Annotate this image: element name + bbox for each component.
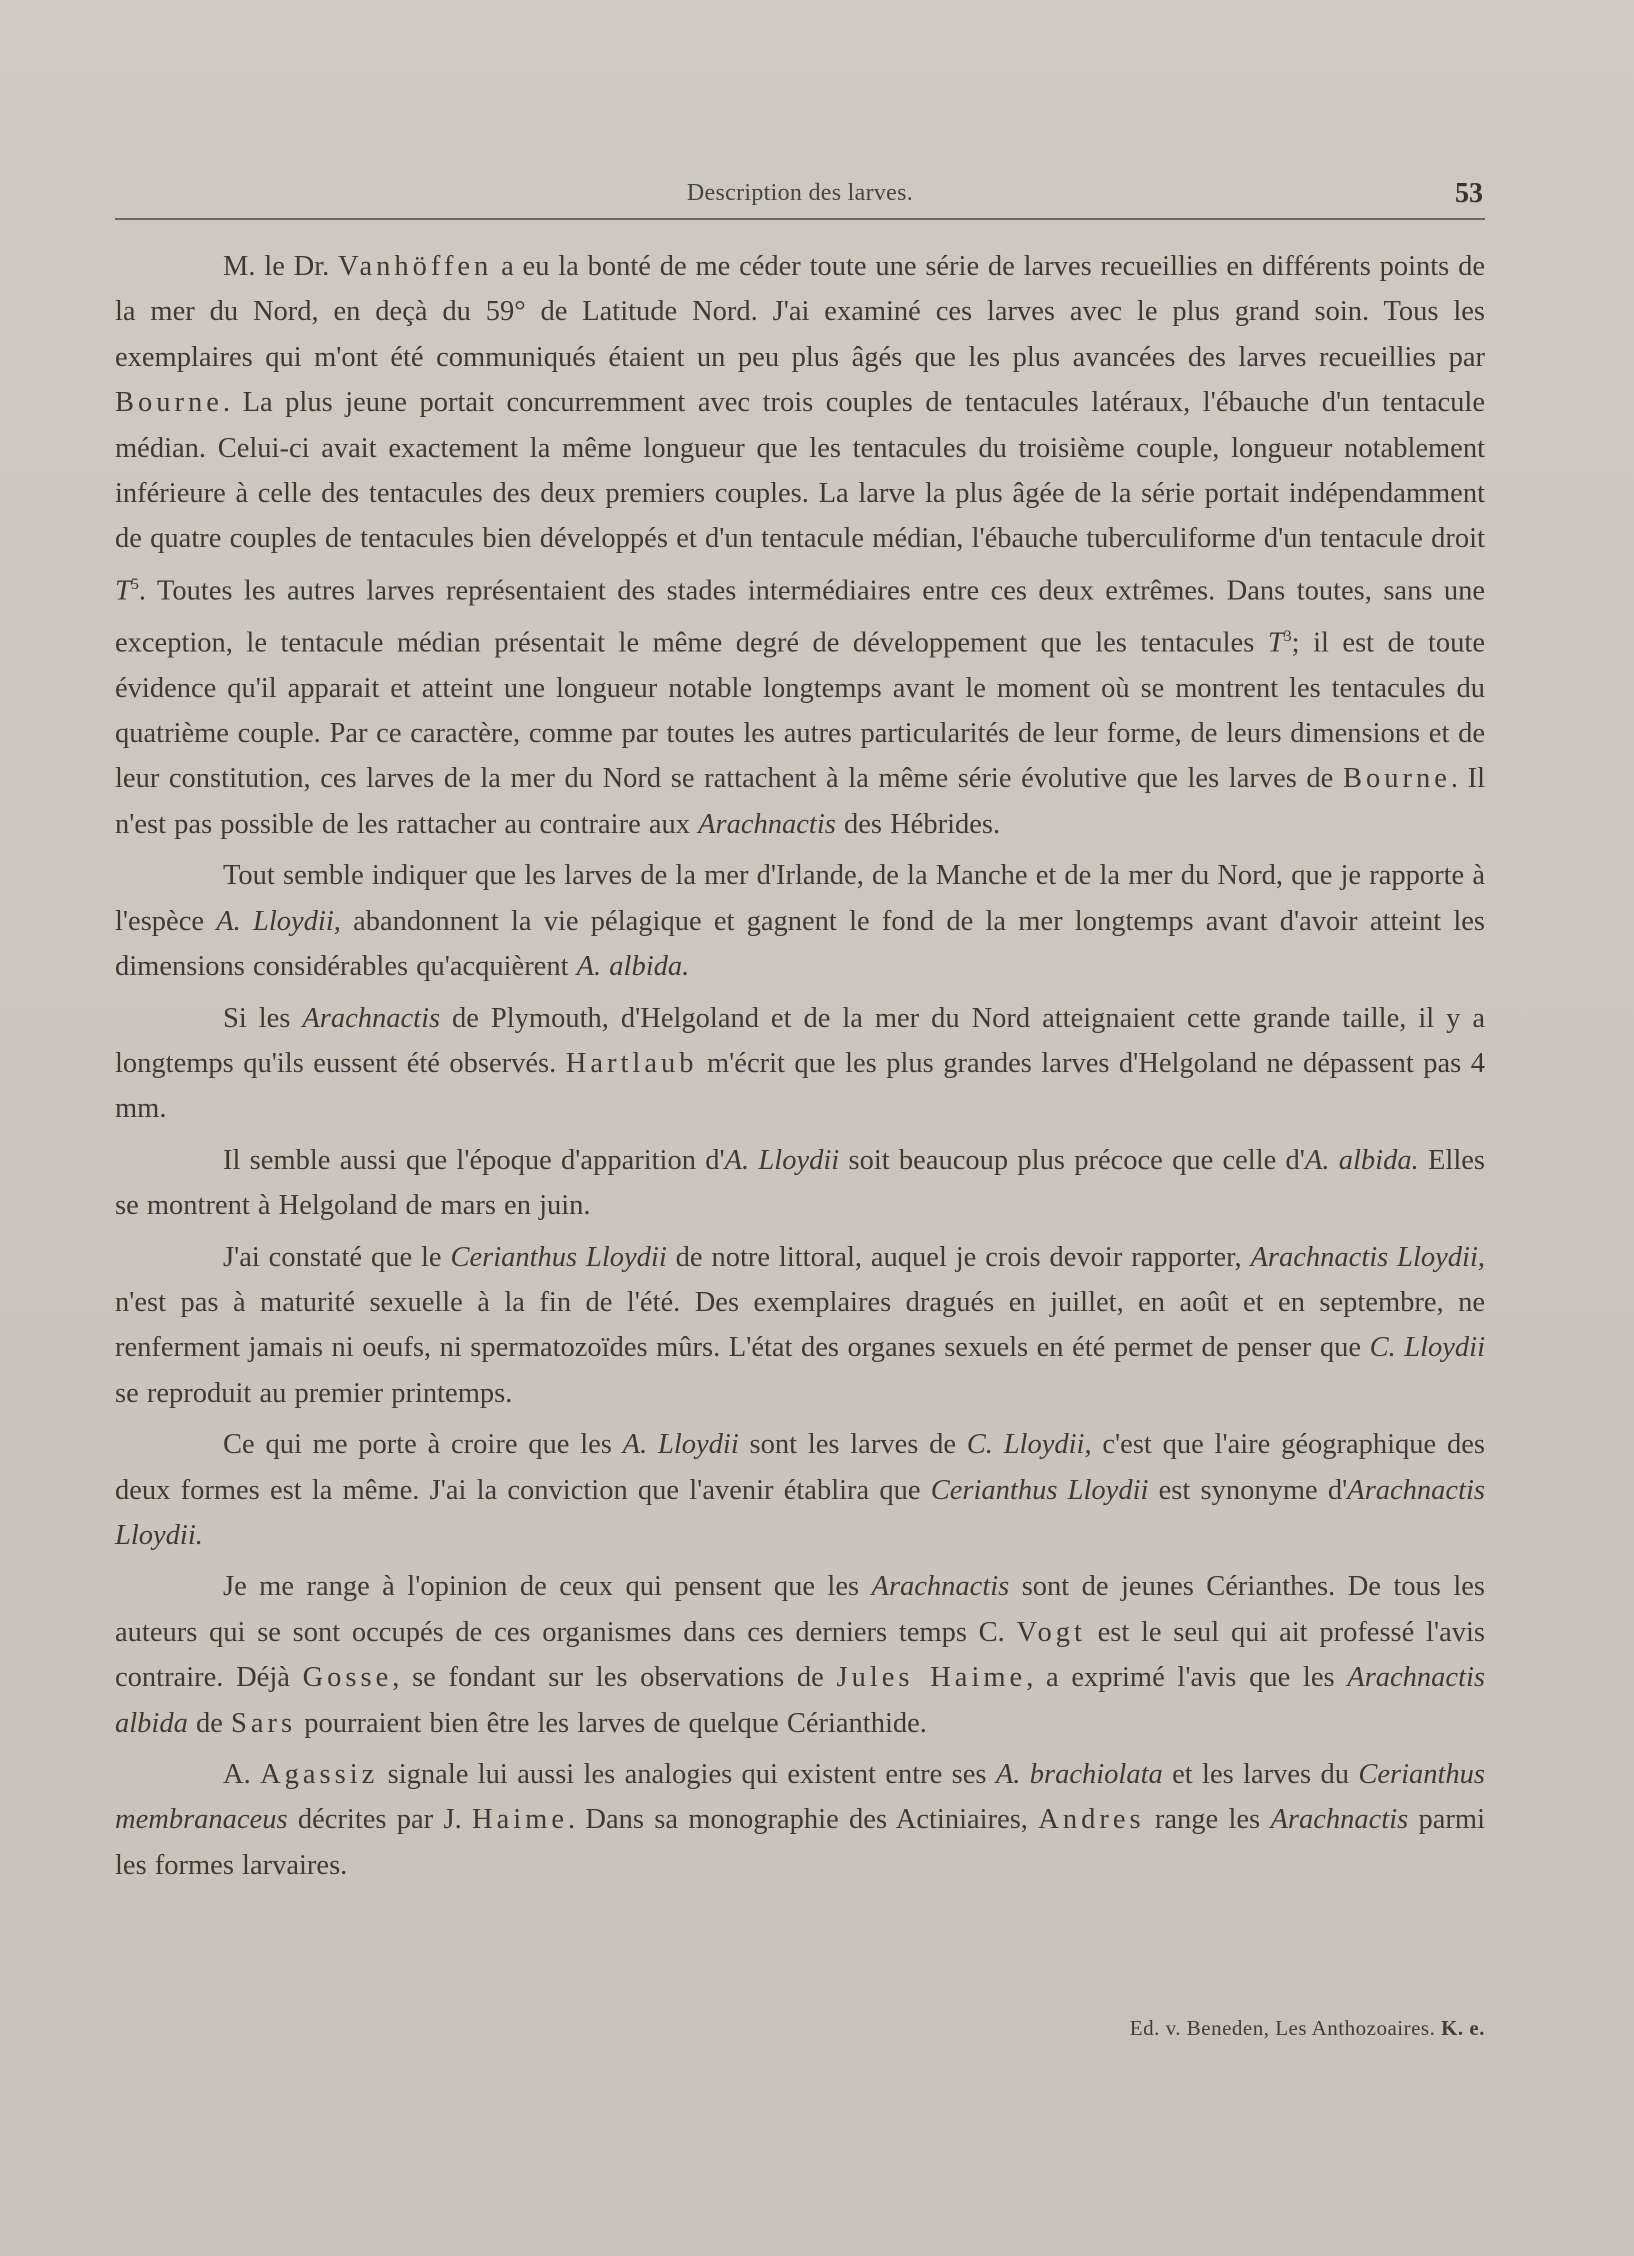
italic-text: A. albida.	[1304, 1144, 1419, 1176]
text-run: se reproduit au premier printemps.	[115, 1377, 513, 1409]
italic-text: A. albida.	[576, 951, 690, 983]
paragraph	[115, 1235, 1485, 1417]
text-run: abandonnent la vie pélagique et gagnent le fond de la mer longtemps avant d'avoir atteint les dimensions considérables qu'acquièrent	[115, 905, 1486, 983]
text-run: des Hébrides.	[835, 808, 1001, 840]
text-run: est synonyme d'	[1148, 1474, 1348, 1506]
paragraph	[115, 1752, 1485, 1888]
italic-text: Cerianthus Lloydii	[930, 1474, 1149, 1506]
italic-text: A. brachiolata	[995, 1759, 1163, 1790]
text-run: Tout semble indiquer que les larves de la mer d'Irlande, de la Manche et de la mer du Nord, que je rapporte à l'espèce	[115, 860, 1485, 937]
italic-text: Arachnactis	[698, 808, 836, 840]
spaced-name: Vogt	[1016, 1616, 1086, 1648]
page-header	[115, 178, 1485, 220]
italic-text: Arachnactis Lloydii.	[115, 1474, 1486, 1551]
signature-mark: K. e.	[1441, 2016, 1485, 2040]
spaced-name: Haime	[472, 1804, 568, 1836]
running-title: Description des larves.	[686, 180, 914, 206]
spaced-name: Bourne	[1342, 763, 1451, 795]
italic-text: Cerianthus membranaceus	[115, 1759, 1486, 1836]
text-run: c'est que l'aire géographique des deux formes est la même. J'ai la conviction que l'avenir établira que	[115, 1429, 1485, 1506]
text-run: pourraient bien être les larves de quelque Cérianthide.	[296, 1707, 927, 1739]
text-run: a eu la bonté de me céder toute une série de larves recueillies en différents points de la mer du Nord, en deçà du 59° de Latitude Nord. J'ai examiné ces larves avec le plus grand soin. Tous les exemplaires qui m'ont été communiqués étaient un peu plus âgés que les plus avancées des larves recueillies par	[115, 251, 1485, 373]
text-run: , se fondant sur les observations de	[392, 1662, 837, 1694]
spaced-name: Agassiz	[260, 1759, 379, 1790]
footer-text: Ed. v. Beneden, Les Anthozoaires.	[1129, 2016, 1436, 2040]
spaced-name: Sars	[231, 1707, 297, 1739]
text-run: J'ai constaté que le	[223, 1241, 451, 1273]
paragraph	[115, 1138, 1485, 1229]
italic-text: C. Lloydii	[1369, 1332, 1486, 1364]
body-text	[115, 244, 1485, 1894]
text-run: Il semble aussi que l'époque d'apparition d'	[223, 1144, 725, 1176]
paragraph	[115, 244, 1485, 847]
paragraph	[115, 853, 1485, 989]
text-run: sont les larves de	[738, 1429, 967, 1461]
italic-text: T	[1267, 627, 1284, 659]
superscript: 3	[1283, 627, 1292, 645]
text-run: n'est pas à maturité sexuelle à la fin de l'été. Des exemplaires dragués en juillet, en août et en septembre, ne renferment jamais ni oeufs, ni spermatozoïdes mûrs. L'état des organes sexuels en été permet de penser que	[115, 1286, 1485, 1364]
text-run: ; il est de toute évidence qu'il apparait et atteint une longueur notable longtemps avant le moment où se montrent les tentacules du quatrième couple. Par ce caractère, comme par toutes les autres particularités de leur forme, de leurs dimensions et de leur constitution, ces larves de la mer du Nord se rattachent à la même série évolutive que les larves de	[115, 627, 1485, 795]
text-run: Si les	[223, 1002, 303, 1034]
text-run: . Il n'est pas possible de les rattacher au contraire aux	[115, 763, 1485, 840]
text-run: , a exprimé l'avis que les	[1026, 1662, 1348, 1694]
italic-text: A. Lloydii,	[216, 905, 341, 937]
text-run: range les	[1144, 1804, 1271, 1836]
italic-text: T	[115, 575, 131, 607]
text-run: de	[187, 1707, 231, 1739]
text-run: . La plus jeune portait concurremment avec trois couples de tentacules latéraux, l'ébauche d'un tentacule médian. Celui-ci avait exactement la même longueur que les tentacules du troisième couple, longueur notablement inférieure à celle des tentacules des deux premiers couples. La larve la plus âgée de la série portait indépendamment de quatre couples de tentacules bien développés et d'un tentacule médian, l'ébauche tuberculiforme d'un tentacule droit	[115, 387, 1485, 555]
text-run: . Dans sa monographie des Actiniaires,	[567, 1804, 1039, 1836]
text-run: Je me range à l'opinion de ceux qui pensent que les	[223, 1571, 872, 1603]
italic-text: Arachnactis	[871, 1571, 1010, 1603]
spaced-name: Andres	[1038, 1804, 1145, 1836]
paragraph	[115, 1422, 1485, 1558]
page-number: 53	[1455, 178, 1483, 209]
text-run: signale lui aussi les analogies qui existent entre ses	[378, 1759, 996, 1790]
superscript: 5	[130, 575, 139, 593]
text-run: décrites par J.	[287, 1804, 473, 1836]
italic-text: Arachnactis Lloydii,	[1250, 1241, 1486, 1273]
spaced-name: Vanhöffen	[338, 251, 493, 282]
text-run: m'écrit que les plus grandes larves d'Helgoland ne dépassent pas 4 mm.	[115, 1047, 1485, 1125]
text-run: de Plymouth, d'Helgoland et de la mer du Nord atteignaient cette grande taille, il y a longtemps qu'ils eussent été observés.	[115, 1002, 1485, 1079]
text-run: A.	[223, 1759, 261, 1790]
italic-text: Arachnactis	[1270, 1804, 1409, 1836]
text-run: est le seul qui ait professé l'avis contraire. Déjà	[115, 1616, 1485, 1694]
italic-text: A. Lloydii	[724, 1144, 840, 1176]
text-run: . Toutes les autres larves représentaient des stades intermédiaires entre ces deux extrêmes. Dans toutes, sans une exception, le tentacule médian présentait le même degré de développement que les tentacules	[115, 575, 1485, 659]
text-run: M. le Dr.	[223, 251, 339, 282]
signature-footer	[1000, 2016, 1485, 2041]
spaced-name: Gosse	[302, 1662, 393, 1694]
text-run: sont de jeunes Cérianthes. De tous les auteurs qui se sont occupés de ces organismes dans ces derniers temps C.	[115, 1571, 1486, 1648]
italic-text: A. Lloydii	[622, 1429, 739, 1461]
italic-text: Arachnactis albida	[115, 1662, 1486, 1739]
text-run: de notre littoral, auquel je crois devoir rapporter,	[666, 1241, 1251, 1273]
spaced-name: Jules Haime	[836, 1662, 1027, 1694]
italic-text: Arachnactis	[302, 1002, 441, 1034]
italic-text: Cerianthus Lloydii	[450, 1241, 667, 1273]
italic-text: C. Lloydii,	[966, 1429, 1092, 1461]
text-run: soit beaucoup plus précoce que celle d'	[839, 1144, 1305, 1176]
text-run: Ce qui me porte à croire que les	[223, 1429, 623, 1461]
paragraph	[115, 1564, 1485, 1746]
text-run: parmi les formes larvaires.	[115, 1804, 1485, 1881]
spaced-name: Hartlaub	[565, 1047, 698, 1079]
text-run: et les larves du	[1162, 1759, 1359, 1790]
text-run: Elles se montrent à Helgoland de mars en juin.	[115, 1144, 1485, 1222]
paragraph	[115, 996, 1485, 1132]
spaced-name: Bourne	[115, 387, 223, 419]
